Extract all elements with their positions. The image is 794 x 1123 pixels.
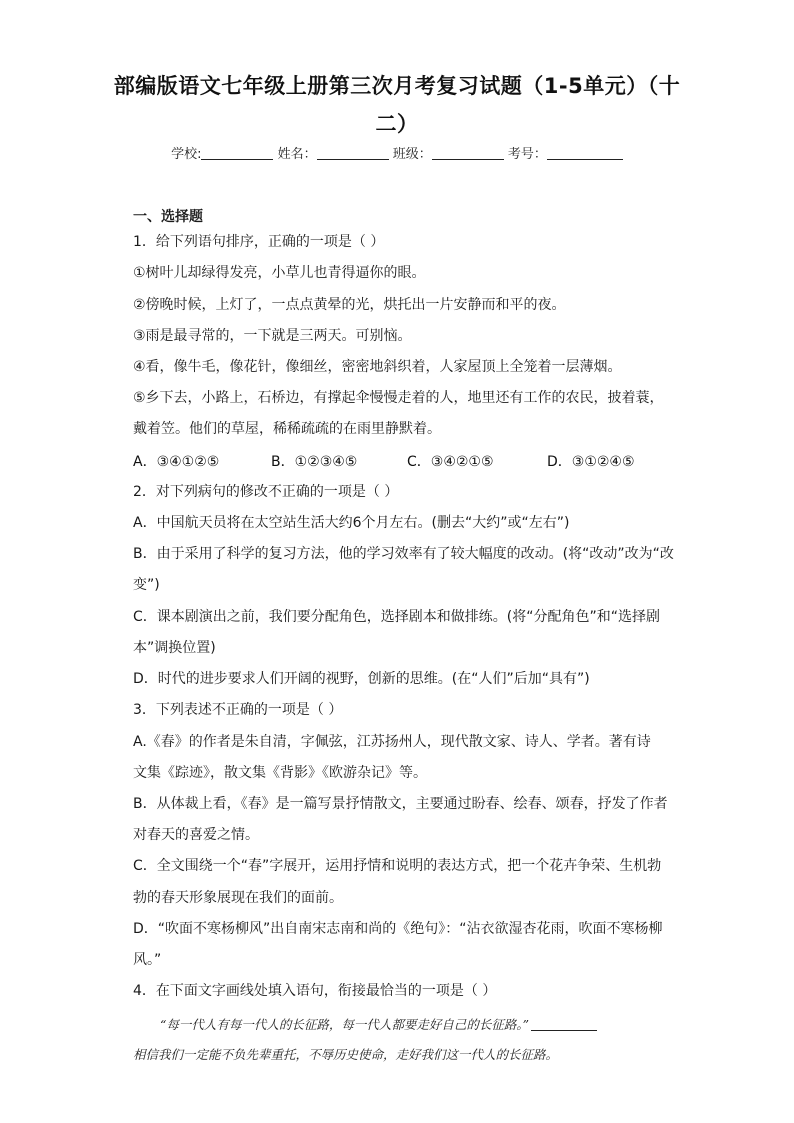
- q1-option-a[interactable]: A．③④①②⑤: [133, 454, 220, 470]
- q3-option-d-line2: 风。”: [133, 952, 162, 968]
- q3-option-a-line2: 文集《踪迹》，散文集《背影》《欧游杂记》等。: [133, 765, 427, 781]
- q4-passage-line1: [160, 1015, 597, 1033]
- school-label: 学校:: [171, 147, 202, 162]
- class-label: 班级：: [392, 147, 432, 162]
- q3-option-a-line1[interactable]: A.《春》的作者是朱自清，字佩弦，江苏扬州人，现代散文家、诗人、学者。著有诗: [133, 734, 651, 750]
- class-blank[interactable]: [432, 145, 504, 160]
- number-blank[interactable]: [547, 145, 623, 160]
- section-heading: 一、选择题: [133, 209, 203, 225]
- q2-option-c-line1[interactable]: C．课本剧演出之前，我们要分配角色，选择剧本和做排练。(将“分配角色”和“选择剧: [133, 609, 660, 625]
- q3-option-c-line1[interactable]: C．全文围绕一个“春”字展开，运用抒情和说明的表达方式，把一个花卉争荣、生机勃: [133, 858, 662, 874]
- q3-option-b-line2: 对春天的喜爱之情。: [133, 827, 259, 843]
- q4-quote-1: “每一代人有每一代人的长征路，每一代人都要走好自己的长征路。”: [160, 1017, 530, 1032]
- q1-option-b[interactable]: B．①②③④⑤: [271, 454, 358, 470]
- name-label: 姓名：: [277, 147, 317, 162]
- q1-sentence-1: ①树叶儿却绿得发亮，小草儿也青得逼你的眼。: [133, 265, 426, 281]
- q1-option-c[interactable]: C．③④②①⑤: [407, 454, 494, 470]
- student-info-row: [0, 143, 794, 162]
- q4-answer-blank[interactable]: [531, 1016, 597, 1031]
- q1-sentence-5b: 戴着笠。他们的草屋，稀稀疏疏的在雨里静默着。: [133, 421, 441, 437]
- q1-option-d[interactable]: D．③①②④⑤: [547, 454, 635, 470]
- number-label: 考号：: [507, 147, 547, 162]
- q1-stem: 1．给下列语句排序，正确的一项是（ ）: [133, 234, 385, 250]
- name-blank[interactable]: [317, 145, 389, 160]
- q3-option-b-line1[interactable]: B．从体裁上看，《春》是一篇写景抒情散文，主要通过盼春、绘春、颂春，抒发了作者: [133, 796, 668, 812]
- q1-sentence-4: ④看，像牛毛，像花针，像细丝，密密地斜织着，人家屋顶上全笼着一层薄烟。: [133, 359, 622, 375]
- q2-option-b-line2: 变”): [133, 577, 160, 593]
- q1-sentence-5a: ⑤乡下去，小路上，石桥边，有撑起伞慢慢走着的人，地里还有工作的农民，披着蓑，: [133, 390, 664, 406]
- q3-stem: 3．下列表述不正确的一项是（ ）: [133, 702, 343, 718]
- q1-options: [133, 451, 635, 471]
- q3-option-c-line2: 勃的春天形象展现在我们的面前。: [133, 890, 343, 906]
- q2-stem: 2．对下列病句的修改不正确的一项是（ ）: [133, 484, 399, 500]
- q2-option-a[interactable]: A．中国航天员将在太空站生活大约6个月左右。(删去“大约”或“左右”): [133, 515, 570, 531]
- school-blank[interactable]: [201, 145, 273, 160]
- page-title-line1: 部编版语文七年级上册第三次月考复习试题（1-5单元）（十: [113, 74, 681, 98]
- q2-option-c-line2: 本”调换位置): [133, 640, 216, 656]
- q4-passage-line2: 相信我们一定能不负先辈重托，不辱历史使命，走好我们这一代人的长征路。: [133, 1047, 559, 1062]
- q2-option-d[interactable]: D．时代的进步要求人们开阔的视野，创新的思维。(在“人们”后加“具有”): [133, 671, 590, 687]
- q3-option-d-line1[interactable]: D．“吹面不寒杨柳风”出自南宋志南和尚的《绝句》：“沾衣欲湿杏花雨，吹面不寒杨柳: [133, 921, 663, 937]
- q2-option-b-line1[interactable]: B．由于采用了科学的复习方法，他的学习效率有了较大幅度的改动。(将“改动”改为“改: [133, 546, 674, 562]
- q4-stem: 4．在下面文字画线处填入语句，衔接最恰当的一项是（ ）: [133, 983, 497, 999]
- q1-sentence-3: ③雨是最寻常的，一下就是三两天。可别恼。: [133, 328, 412, 344]
- page-title-line2: 二）: [375, 112, 419, 136]
- q1-sentence-2: ②傍晚时候，上灯了，一点点黄晕的光，烘托出一片安静而和平的夜。: [133, 297, 566, 313]
